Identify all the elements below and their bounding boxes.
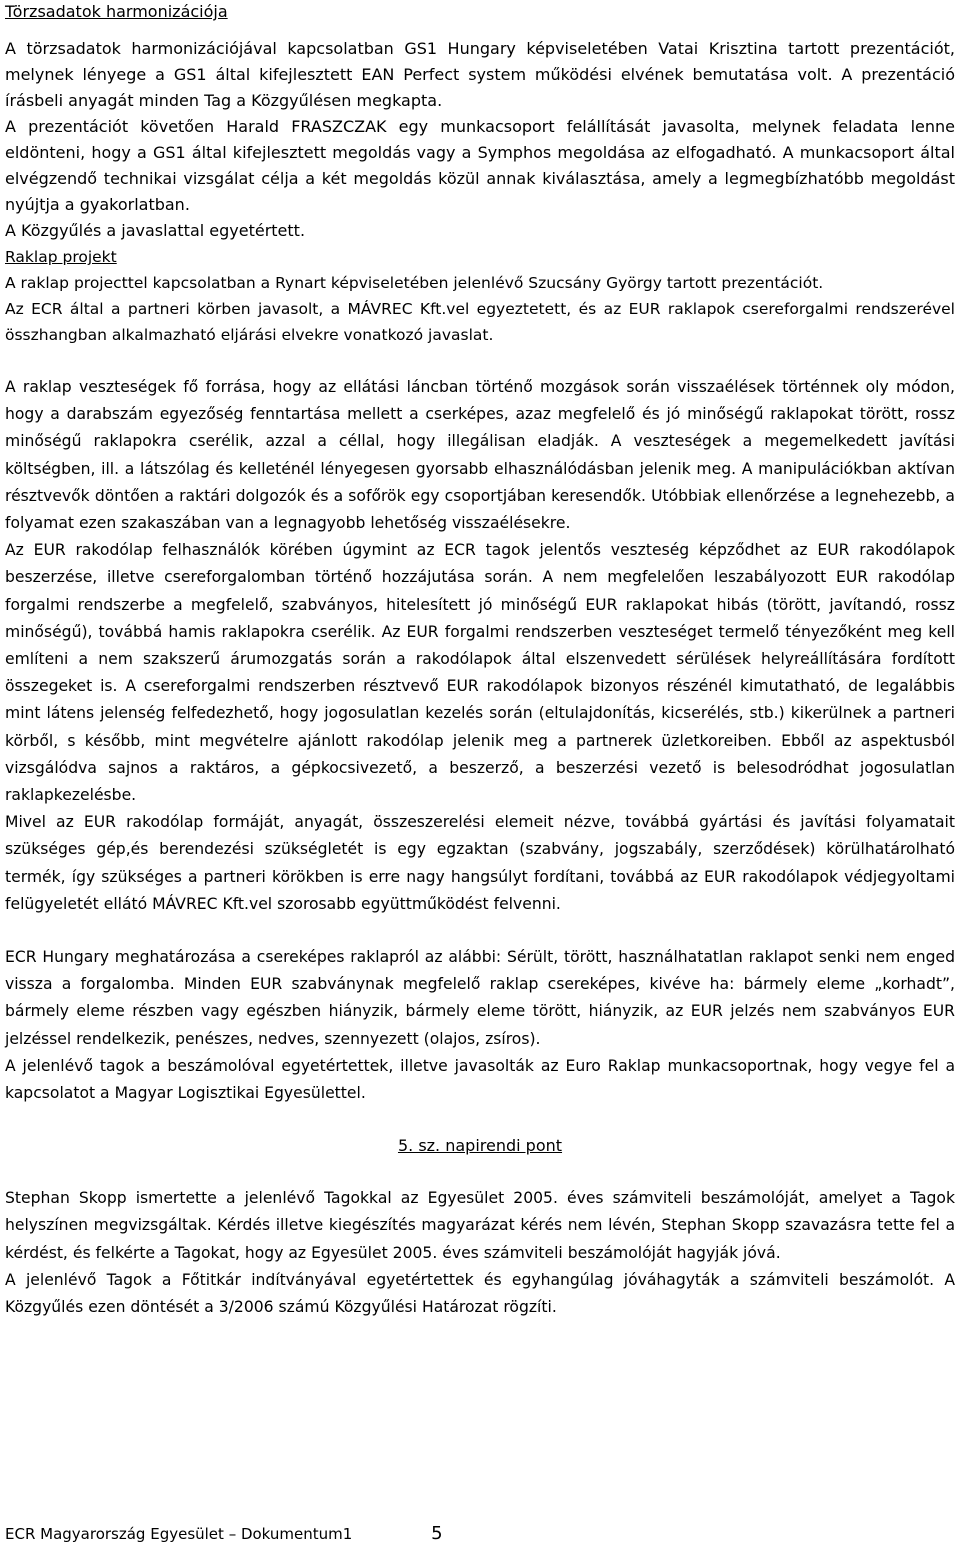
paragraph: A törzsadatok harmonizációjával kapcsolatban GS1 Hungary képviseletében Vatai Krisztina tartott prezentációt, melynek lényege a GS1 által kifejlesztett EAN Perfect system működési elvének bemutatása volt. A prezentáció írásbeli anyagát minden Tag a Közgyűlésen megkapta. [5, 39, 955, 110]
page-number: 5 [431, 1523, 443, 1544]
paragraph: Mivel az EUR rakodólap formáját, anyagát, összeszerelési elemeit nézve, továbbá gyártási és javítási folyamatait szükséges gép,és berendezési szükségletét is egy egzaktan (szabvány, jogszabály, szerződések) körülhatárolható termék, így szükséges a partneri körökben is erre nagy hangsúlyt fordítani, továbbá az EUR rakodólapok védjegyoltami felügyeletét ellátó MÁVREC Kft.vel szorosabb együttműködést felvenni. [5, 813, 955, 913]
paragraph: A Közgyűlés a javaslattal egyetértett. [5, 221, 306, 240]
document-page [5, 0, 955, 1321]
section-ecr [5, 944, 955, 1107]
raklap-heading: Raklap projekt [5, 248, 117, 266]
section-harmonizacio [5, 36, 955, 244]
paragraph: Az ECR által a partneri körben javasolt, a MÁVREC Kft.vel egyeztetett, és az EUR raklapok csereforgalmi rendszerével összhangban alkalmazható eljárási elvekre vonatkozó javaslat. [5, 300, 955, 344]
section-raklap-body [5, 374, 955, 918]
paragraph: A raklap projecttel kapcsolatban a Rynart képviseletében jelenlévő Szucsány György tartott prezentációt. [5, 274, 824, 292]
section-raklap-intro [5, 270, 955, 348]
napirend-heading-wrap [5, 1133, 955, 1159]
footer-text: ECR Magyarország Egyesület – Dokumentum1 [5, 1525, 353, 1543]
napirend-heading: 5. sz. napirendi pont [397, 1136, 563, 1156]
paragraph: A raklap veszteségek fő forrása, hogy az ellátási láncban történő mozgások során visszaélések történnek oly módon, hogy a darabszám egyezőség fenntartása mellett a cserképes, azaz megfelelő és jó minőségű raklapokat törött, rossz minőségű raklapokra cserélik, azzal a céllal, hogy illegálisan eladják. A veszteségek a megemelkedett javítási költségben, ill. a látszólag és kelleténél lényegesen gyorsabb elhasználódásban jelenik meg. A manipulációkban aktívan résztvevők döntően a raktári dolgozók és a sofőrök egy csoportjában keresendők. Utóbbiak ellenőrzése a legnehezebb, a folyamat ezen szakaszában van a legnagyobb lehetőség visszaélésekre. [5, 378, 955, 533]
paragraph: A prezentációt követően Harald FRASZCZAK egy munkacsoport felállítását javasolta, melynek feladata lenne eldönteni, hogy a GS1 által kifejlesztett megoldás vagy a Symphos megoldása az elfogadható. A munkacsoport által elvégzendő technikai vizsgálat célja a két megoldás közül annak kiválasztása, amely a legmegbízhatóbb megoldást nyújtja a gyakorlatban. [5, 117, 955, 214]
paragraph: Az EUR rakodólap felhasználók körében úgymint az ECR tagok jelentős veszteség képződhet az EUR rakodólapok beszerzése, illetve csereforgalomban történő hozzájutása során. A nem megfelelően leszabályozott EUR rakodólap forgalmi rendszerbe a megfelelő, szabványos, hitelesített jó minőségű EUR raklapokat hibás (törött, javítandó, rossz minőségű), továbbá hamis raklapokra cserélik. Az EUR forgalmi rendszerben veszteséget termelő tényezőként meg kell említeni a nem szakszerű árumozgatás során a rakodólapok által elszenvedett sérülések helyreállítására fordított összegeket is. A csereforgalmi rendszerben résztvevő EUR rakodólapok bizonyos részénél kimutatható, de legalábbis mint látens jelenség felfedezhető, hogy jogosulatlan kezelés során (eltulajdonítás, kicserélés, stb.) kikerülnek a partneri körből, s később, mint megvételre ajánlott rakodólap jelenik meg a partnerek üzletkoreiben. Ebből az aspektusból vizsgálódva sajnos a raktáros, a gépkocsivezető, a beszerző, a beszerzési vezető is belesodródhat jogosulatlan raklapkezelésbe. [5, 541, 955, 805]
paragraph: Stephan Skopp ismertette a jelenlévő Tagokkal az Egyesület 2005. éves számviteli beszámolóját, amelyet a Tagok helyszínen megvizsgáltak. Kérdés illetve kiegészítés magyarázat kérés nem lévén, Stephan Skopp szavazásra tette fel a kérdést, és felkérte a Tagokat, hogy az Egyesület 2005. éves számviteli beszámolóját hagyják jóvá. [5, 1189, 955, 1262]
paragraph: A jelenlévő Tagok a Főtitkár indítványával egyetértettek és egyhangúlag jóváhagyták a számviteli beszámolót. A Közgyűlés ezen döntését a 3/2006 számú Közgyűlési Határozat rögzíti. [5, 1270, 955, 1317]
paragraph: A jelenlévő tagok a beszámolóval egyetértettek, illetve javasolták az Euro Raklap munkacsoportnak, hogy vegye fel a kapcsolatot a Magyar Logisztikai Egyesülettel. [5, 1056, 955, 1103]
page-footer [5, 1522, 443, 1546]
section-napirend [5, 1185, 955, 1321]
section-title: Törzsadatok harmonizációja [5, 2, 228, 21]
paragraph: ECR Hungary meghatározása a csereképes raklapról az alábbi: Sérült, törött, használhatatlan raklapot senki nem enged vissza a forgalomba. Minden EUR szabványnak megfelelő raklap csereképes, kivéve ha: bármely eleme „korhadt”, bármely eleme részben vagy egészben hiányzik, bármely eleme törött, hiányzik, az EUR jelzés nem szabványos EUR jelzéssel rendelkezik, penészes, nedves, szennyezett (olajos, zsíros). [5, 948, 955, 1048]
